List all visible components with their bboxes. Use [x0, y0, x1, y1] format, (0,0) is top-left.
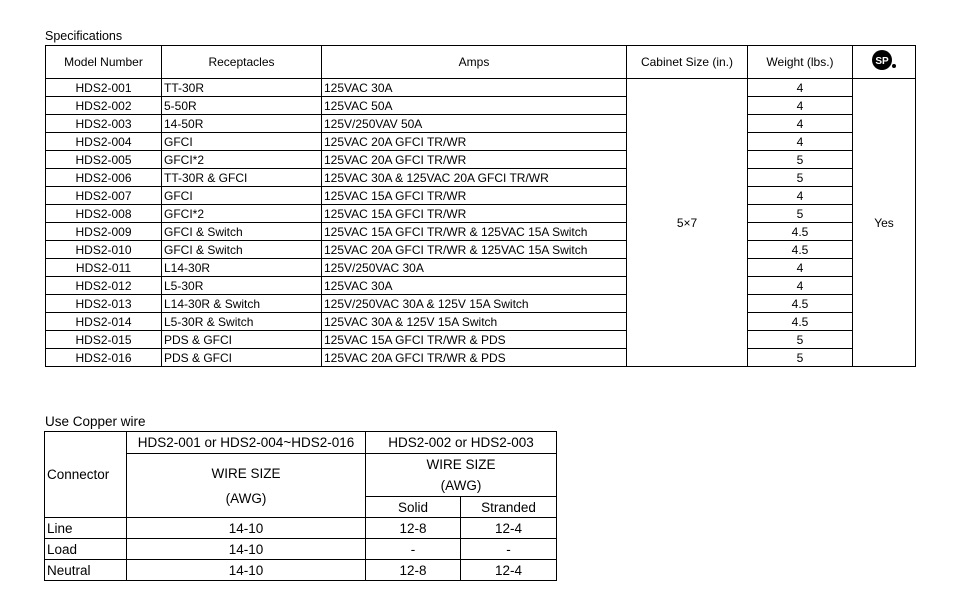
weight-cell: 4	[748, 133, 853, 151]
spec-row	[46, 169, 916, 187]
solid-size-cell: 12-8	[366, 518, 461, 539]
weight-cell: 5	[748, 205, 853, 223]
group-1-size-cell: 14-10	[127, 560, 366, 581]
weight-cell: 5	[748, 151, 853, 169]
solid-size-cell: 12-8	[366, 560, 461, 581]
weight-cell: 4.5	[748, 295, 853, 313]
group-2-awg-label: (AWG)	[440, 478, 482, 493]
group-1-awg-label: (AWG)	[225, 490, 267, 506]
connector-cell: Line	[45, 518, 127, 539]
receptacles-cell: L14-30R	[162, 259, 322, 277]
spec-row	[46, 187, 916, 205]
amps-cell: 125VAC 20A GFCI TR/WR & PDS	[322, 349, 627, 367]
receptacles-cell: L14-30R & Switch	[162, 295, 322, 313]
model-number-cell: HDS2-001	[46, 79, 162, 97]
stranded-size-cell: 12-4	[461, 518, 557, 539]
model-number-cell: HDS2-007	[46, 187, 162, 205]
spec-row	[46, 259, 916, 277]
spec-row	[46, 313, 916, 331]
spec-row	[46, 205, 916, 223]
header-group-2: HDS2-002 or HDS2-003	[366, 432, 557, 454]
header-receptacles: Receptacles	[162, 46, 322, 79]
spec-row	[46, 223, 916, 241]
spec-row	[46, 151, 916, 169]
wire-title: Use Copper wire	[45, 414, 146, 429]
csa-certification-icon	[871, 47, 897, 77]
cabinet-size-cell: 5×7	[627, 79, 748, 367]
group-1-size-cell: 14-10	[127, 539, 366, 560]
weight-cell: 4.5	[748, 223, 853, 241]
specifications-title: Specifications	[45, 29, 123, 43]
receptacles-cell: GFCI & Switch	[162, 241, 322, 259]
model-number-cell: HDS2-006	[46, 169, 162, 187]
weight-cell: 4	[748, 259, 853, 277]
group-1-size-cell: 14-10	[127, 518, 366, 539]
specifications-table	[45, 45, 916, 367]
wire-header-row-1	[45, 432, 557, 454]
weight-cell: 4	[748, 277, 853, 295]
model-number-cell: HDS2-011	[46, 259, 162, 277]
receptacles-cell: GFCI*2	[162, 151, 322, 169]
amps-cell: 125VAC 30A	[322, 79, 627, 97]
amps-cell: 125VAC 50A	[322, 97, 627, 115]
header-stranded: Stranded	[461, 497, 557, 518]
wire-row	[45, 539, 557, 560]
connector-cell: Load	[45, 539, 127, 560]
header-solid: Solid	[366, 497, 461, 518]
receptacles-cell: GFCI*2	[162, 205, 322, 223]
amps-cell: 125VAC 15A GFCI TR/WR & 125VAC 15A Switch	[322, 223, 627, 241]
weight-cell: 4.5	[748, 313, 853, 331]
weight-cell: 5	[748, 349, 853, 367]
receptacles-cell: PDS & GFCI	[162, 349, 322, 367]
receptacles-cell: L5-30R	[162, 277, 322, 295]
amps-cell: 125VAC 20A GFCI TR/WR	[322, 151, 627, 169]
model-number-cell: HDS2-002	[46, 97, 162, 115]
weight-cell: 4	[748, 79, 853, 97]
model-number-cell: HDS2-013	[46, 295, 162, 313]
wire-row	[45, 560, 557, 581]
group-1-wire-size	[127, 454, 366, 518]
model-number-cell: HDS2-003	[46, 115, 162, 133]
header-group-1: HDS2-001 or HDS2-004~HDS2-016	[127, 432, 366, 454]
spec-row	[46, 97, 916, 115]
weight-cell: 4	[748, 97, 853, 115]
model-number-cell: HDS2-005	[46, 151, 162, 169]
model-number-cell: HDS2-015	[46, 331, 162, 349]
header-weight: Weight (lbs.)	[748, 46, 853, 79]
solid-size-cell: -	[366, 539, 461, 560]
group-2-wire-size	[366, 454, 557, 497]
spec-row	[46, 277, 916, 295]
header-amps: Amps	[322, 46, 627, 79]
amps-cell: 125V/250VAV 50A	[322, 115, 627, 133]
receptacles-cell: 14-50R	[162, 115, 322, 133]
amps-cell: 125VAC 30A & 125VAC 20A GFCI TR/WR	[322, 169, 627, 187]
receptacles-cell: PDS & GFCI	[162, 331, 322, 349]
receptacles-cell: GFCI	[162, 133, 322, 151]
group-2-wire-size-label: WIRE SIZE	[426, 457, 496, 472]
receptacles-cell: TT-30R	[162, 79, 322, 97]
amps-cell: 125VAC 20A GFCI TR/WR	[322, 133, 627, 151]
model-number-cell: HDS2-009	[46, 223, 162, 241]
amps-cell: 125VAC 30A	[322, 277, 627, 295]
group-1-wire-size-label: WIRE SIZE	[211, 465, 281, 481]
stranded-size-cell: 12-4	[461, 560, 557, 581]
amps-cell: 125V/250VAC 30A	[322, 259, 627, 277]
weight-cell: 5	[748, 331, 853, 349]
amps-cell: 125VAC 30A & 125V 15A Switch	[322, 313, 627, 331]
wire-size-table	[44, 431, 557, 581]
spec-row	[46, 295, 916, 313]
connector-cell: Neutral	[45, 560, 127, 581]
receptacles-cell: GFCI	[162, 187, 322, 205]
receptacles-cell: TT-30R & GFCI	[162, 169, 322, 187]
amps-cell: 125VAC 15A GFCI TR/WR	[322, 187, 627, 205]
receptacles-cell: GFCI & Switch	[162, 223, 322, 241]
spec-header-row	[46, 46, 916, 79]
weight-cell: 4	[748, 115, 853, 133]
model-number-cell: HDS2-010	[46, 241, 162, 259]
header-certification	[853, 46, 916, 79]
amps-cell: 125V/250VAC 30A & 125V 15A Switch	[322, 295, 627, 313]
weight-cell: 4	[748, 187, 853, 205]
wire-row	[45, 518, 557, 539]
svg-text:SP: SP	[875, 56, 889, 67]
amps-cell: 125VAC 20A GFCI TR/WR & 125VAC 15A Switch	[322, 241, 627, 259]
amps-cell: 125VAC 15A GFCI TR/WR	[322, 205, 627, 223]
model-number-cell: HDS2-014	[46, 313, 162, 331]
model-number-cell: HDS2-008	[46, 205, 162, 223]
spec-row	[46, 115, 916, 133]
receptacles-cell: L5-30R & Switch	[162, 313, 322, 331]
spec-row	[46, 349, 916, 367]
spec-row	[46, 79, 916, 97]
amps-cell: 125VAC 15A GFCI TR/WR & PDS	[322, 331, 627, 349]
stranded-size-cell: -	[461, 539, 557, 560]
header-cabinet-size: Cabinet Size (in.)	[627, 46, 748, 79]
spec-row	[46, 331, 916, 349]
spec-row	[46, 241, 916, 259]
header-connector: Connector	[45, 432, 127, 518]
model-number-cell: HDS2-004	[46, 133, 162, 151]
receptacles-cell: 5-50R	[162, 97, 322, 115]
weight-cell: 5	[748, 169, 853, 187]
spec-row	[46, 133, 916, 151]
model-number-cell: HDS2-012	[46, 277, 162, 295]
certified-cell: Yes	[853, 79, 916, 367]
model-number-cell: HDS2-016	[46, 349, 162, 367]
header-model-number: Model Number	[46, 46, 162, 79]
weight-cell: 4.5	[748, 241, 853, 259]
